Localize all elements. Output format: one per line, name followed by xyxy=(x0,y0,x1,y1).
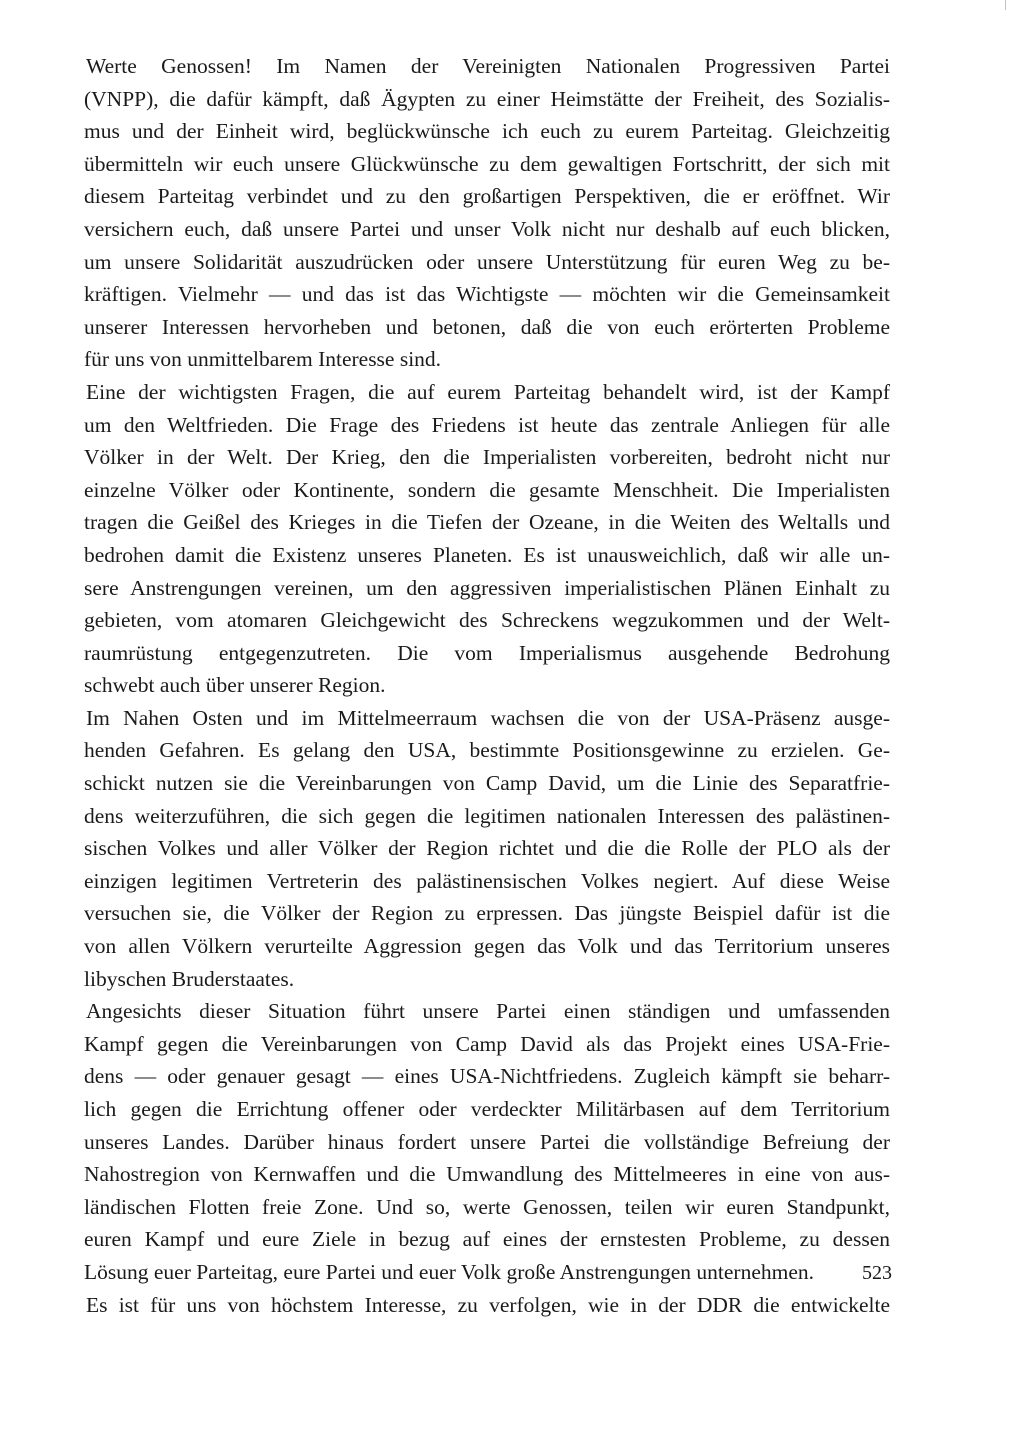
paragraph xyxy=(84,995,890,1288)
text-line: Nahostregion von Kernwaffen und die Umwandlung des Mittelmeeres in eine von aus- xyxy=(84,1162,890,1187)
text-line: tragen die Geißel des Krieges in die Tiefen der Ozeane, in die Weiten des Weltalls und xyxy=(84,510,890,535)
text-line: übermitteln wir euch unsere Glückwünsche zu dem gewaltigen Fortschritt, der sich mit xyxy=(84,151,890,176)
text-line: libyschen Bruderstaates. xyxy=(84,966,295,991)
text-line: sischen Volkes und aller Völker der Region richtet und die die Rolle der PLO als der xyxy=(84,836,890,861)
text-line: schickt nutzen sie die Vereinbarungen von Camp David, um die Linie des Separatfrie- xyxy=(84,771,890,796)
text-line: euren Kampf und eure Ziele in bezug auf eines der ernstesten Probleme, zu dessen xyxy=(84,1227,890,1252)
text-line: einzigen legitimen Vertreterin des palästinensischen Volkes negiert. Auf diese Weise xyxy=(84,868,890,893)
text-line: versuchen sie, die Völker der Region zu erpressen. Das jüngste Beispiel dafür ist die xyxy=(84,901,890,926)
text-line: unserer Interessen hervorheben und betonen, daß die von euch erörterten Probleme xyxy=(84,314,890,339)
text-line: Im Nahen Osten und im Mittelmeerraum wachsen die von der USA-Präsenz ausge- xyxy=(86,705,890,730)
text-line: bedrohen damit die Existenz unseres Planeten. Es ist unausweichlich, daß wir alle un- xyxy=(84,542,890,567)
paragraph xyxy=(84,702,890,995)
text-line: henden Gefahren. Es gelang den USA, bestimmte Positionsgewinne zu erzielen. Ge- xyxy=(84,738,890,763)
text-line: Werte Genossen! Im Namen der Vereinigten Nationalen Progressiven Partei xyxy=(86,54,890,78)
text-line: Kampf gegen die Vereinbarungen von Camp David als das Projekt eines USA-Frie- xyxy=(84,1031,890,1056)
text-line: um den Weltfrieden. Die Frage des Friedens ist heute das zentrale Anliegen für alle xyxy=(84,412,890,437)
text-line: sere Anstrengungen vereinen, um den aggressiven imperialistischen Plänen Einhalt zu xyxy=(84,575,890,600)
text-line: Lösung euer Parteitag, eure Partei und euer Volk große Anstrengungen unternehmen. xyxy=(84,1259,815,1284)
text-line: dens weiterzuführen, die sich gegen die legitimen nationalen Interessen des palästinen- xyxy=(84,803,890,828)
text-line: lich gegen die Errichtung offener oder verdeckter Militärbasen auf dem Territorium xyxy=(84,1097,890,1121)
text-line: (VNPP), die dafür kämpft, daß Ägypten zu einer Heimstätte der Freiheit, des Sozialis- xyxy=(84,86,890,111)
text-line: ländischen Flotten freie Zone. Und so, werte Genossen, teilen wir euren Standpunkt, xyxy=(84,1194,890,1219)
text-line: von allen Völkern verurteilte Aggression gegen das Volk und das Territorium unseres xyxy=(84,934,890,959)
text-line: diesem Parteitag verbindet und zu den großartigen Perspektiven, die er eröffnet. Wir xyxy=(84,184,890,209)
text-line: gebieten, vom atomaren Gleichgewicht des Schreckens wegzukommen und der Welt- xyxy=(84,608,890,633)
scan-edge-mark xyxy=(999,0,1006,10)
text-line: um unsere Solidarität auszudrücken oder unsere Unterstützung für euren Weg zu be- xyxy=(84,249,890,274)
text-line: schwebt auch über unserer Region. xyxy=(84,673,386,698)
text-line: dens — oder genauer gesagt — eines USA-Nichtfriedens. Zugleich kämpft sie beharr- xyxy=(84,1064,890,1089)
paragraph xyxy=(84,1289,890,1322)
body-text xyxy=(84,50,890,1321)
text-line: kräftigen. Vielmehr — und das ist das Wichtigste — möchten wir die Gemeinsamkeit xyxy=(84,282,890,307)
paragraph xyxy=(84,50,890,376)
text-line: Völker in der Welt. Der Krieg, den die Imperialisten vorbereiten, bedroht nicht nur xyxy=(84,445,890,470)
page-number: 523 xyxy=(862,1262,892,1284)
text-line: Eine der wichtigsten Fragen, die auf eurem Parteitag behandelt wird, ist der Kampf xyxy=(86,379,890,404)
text-line: versichern euch, daß unsere Partei und unser Volk nicht nur deshalb auf euch blicken, xyxy=(84,216,890,241)
text-line: unseres Landes. Darüber hinaus fordert unsere Partei die vollständige Befreiung der xyxy=(84,1129,890,1154)
text-line: Es ist für uns von höchstem Interesse, zu verfolgen, wie in der DDR die entwickelte xyxy=(86,1292,890,1317)
text-line: einzelne Völker oder Kontinente, sondern die gesamte Menschheit. Die Imperialisten xyxy=(84,477,890,502)
text-line: raumrüstung entgegenzutreten. Die vom Imperialismus ausgehende Bedrohung xyxy=(84,640,890,665)
paragraph xyxy=(84,376,890,702)
text-line: mus und der Einheit wird, beglückwünsche ich euch zu eurem Parteitag. Gleichzeitig xyxy=(84,119,890,144)
text-line: Angesichts dieser Situation führt unsere Partei einen ständigen und umfassenden xyxy=(86,999,890,1024)
text-line: für uns von unmittelbarem Interesse sind. xyxy=(84,347,442,372)
